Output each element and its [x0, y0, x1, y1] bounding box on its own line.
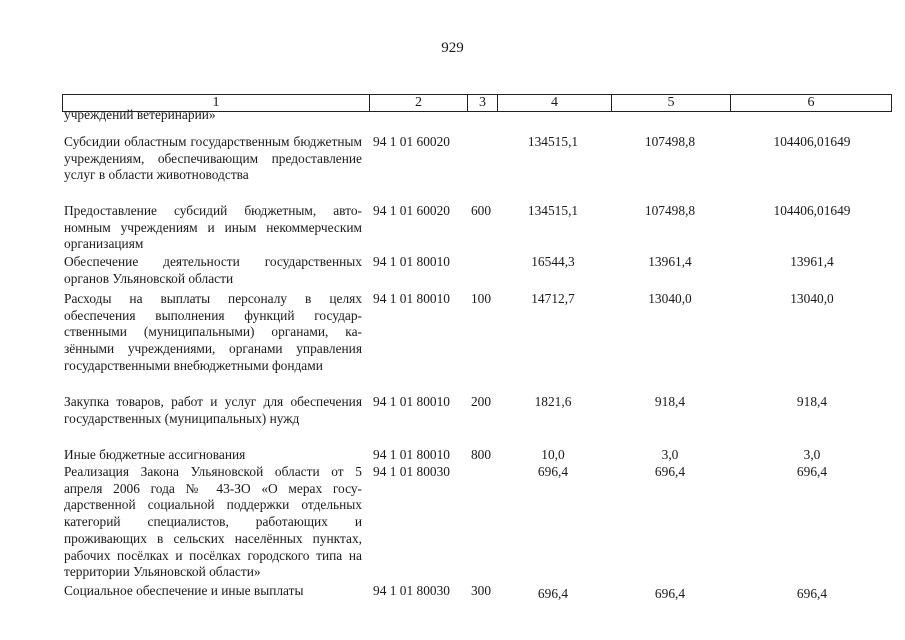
header-col-1: 1	[212, 95, 220, 110]
row-code: 94 1 01 60020	[373, 134, 450, 149]
row-name: Обеспечение деятельности государственных органов Ульяновской области	[64, 254, 362, 286]
row-value-5: 13961,4	[648, 254, 692, 269]
row-code: 94 1 01 80030	[373, 464, 450, 479]
row-value-4: 14712,7	[531, 291, 575, 306]
row-value-5: 696,4	[654, 586, 686, 601]
row-value-6: 13961,4	[790, 254, 834, 269]
row-name: Закупка товаров, работ и услуг для обеспечения государственных (муниципальных) нужд	[64, 394, 362, 426]
row-code: 94 1 01 80010	[373, 394, 450, 409]
row-type: 800	[470, 447, 492, 462]
row-code: 94 1 01 80010	[373, 254, 450, 269]
row-name: Расходы на выплаты персоналу в целях обеспечения выполнения функций государственными (муниципальными) органами, казёнными учреждениями, органами управления государственными внебюджетными фондами	[64, 291, 362, 373]
row-value-4: 10,0	[541, 447, 565, 462]
row-code: 94 1 01 80030	[373, 583, 450, 598]
row-value-4: 1821,6	[534, 394, 572, 409]
row-type: 300	[470, 583, 492, 598]
row-value-4: 696,4	[537, 586, 569, 601]
row-value-5: 107498,8	[644, 134, 696, 149]
page-number: 929	[441, 40, 464, 56]
row-name: Предоставление субсидий бюджетным, автономным учреждениям и иным некоммерческим организациям	[64, 203, 362, 252]
row-value-6: 696,4	[796, 586, 828, 601]
row-code: 94 1 01 80010	[373, 291, 450, 306]
row-value-4: 134515,1	[527, 203, 579, 218]
row-value-5: 696,4	[654, 464, 686, 479]
row-code: 94 1 01 60020	[373, 203, 450, 218]
row-value-6: 13040,0	[790, 291, 834, 306]
row-value-4: 134515,1	[527, 134, 579, 149]
row-value-6: 696,4	[796, 464, 828, 479]
row-value-5: 13040,0	[648, 291, 692, 306]
row-value-4: 696,4	[537, 464, 569, 479]
row-value-6: 3,0	[803, 447, 821, 462]
row-type: 100	[470, 291, 492, 306]
row-value-6: 104406,01649	[773, 134, 851, 149]
header-col-2: 2	[369, 95, 467, 111]
row-name: Социальное обеспечение и иные выплаты	[64, 583, 304, 598]
row-value-5: 107498,8	[644, 203, 696, 218]
row-name: Иные бюджетные ассигнования	[64, 447, 246, 462]
row-type: 200	[470, 394, 492, 409]
row-name: учреждений ветеринарии»	[64, 107, 216, 122]
row-value-5: 918,4	[654, 394, 686, 409]
header-col-4: 4	[497, 95, 611, 111]
header-col-5: 5	[611, 95, 730, 111]
row-value-6: 918,4	[796, 394, 828, 409]
row-name: Субсидии областным государственным бюджетным учреждениям, обеспечивающим предоставление услуг в области животноводства	[64, 134, 362, 183]
row-name: Реализация Закона Ульяновской области от 5 апреля 2006 года № 43-ЗО «О мерах государственной социальной поддержки отдельных категорий специалистов, работающих и проживающих в сельских населённых пунктах, рабочих посёлках и посёлках городского типа на территории Ульяновской области»	[64, 464, 362, 580]
row-code: 94 1 01 80010	[373, 447, 450, 462]
row-value-5: 3,0	[661, 447, 679, 462]
row-type: 600	[470, 203, 492, 218]
header-col-6: 6	[730, 95, 891, 111]
header-col-3: 3	[467, 95, 497, 111]
row-value-4: 16544,3	[531, 254, 575, 269]
row-value-6: 104406,01649	[773, 203, 851, 218]
